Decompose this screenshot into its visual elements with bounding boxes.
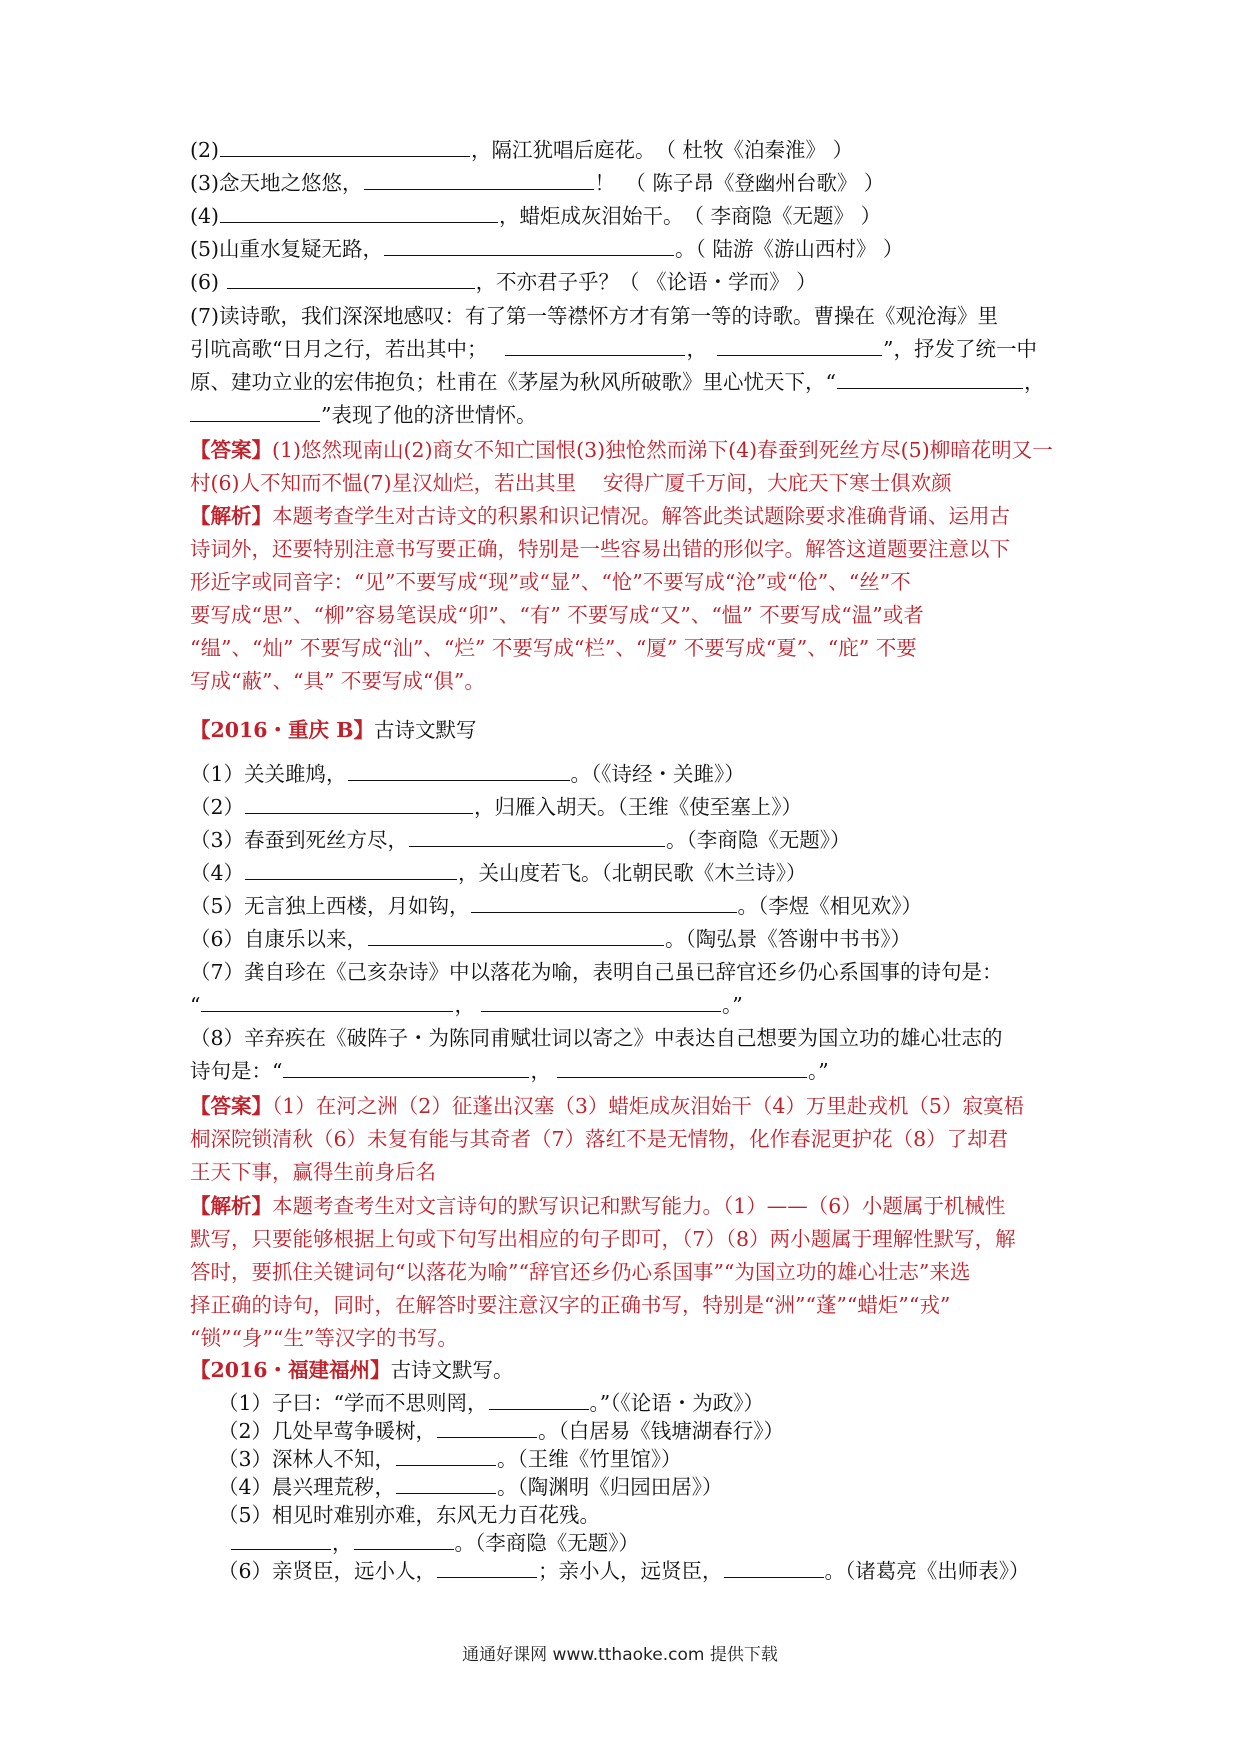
s2-analysis-3: 答时，要抓住关键词句“以落花为喻”“辞官还乡仍心系国事”“为国立功的雄心壮志”来选 <box>190 1260 971 1284</box>
s1-line-6: (6) ，不亦君子乎？（ 《论语・学而》 ） <box>190 270 817 294</box>
blank <box>190 403 320 422</box>
s3-q2: （2）几处早莺争暖树， 。（白居易《钱塘湖春行》） <box>218 1419 785 1443</box>
s3-heading: 【2016・福建福州】古诗文默写。 <box>190 1358 514 1382</box>
s1-line-7d: ”表现了他的济世情怀。 <box>190 401 536 429</box>
blank <box>489 1391 589 1410</box>
blank <box>245 861 457 880</box>
blank <box>220 138 470 157</box>
s2-q7-text: （7）龚自珍在《己亥杂诗》中以落花为喻，表明自己虽已辞官还乡仍心系国事的诗句是： <box>190 960 1003 984</box>
page-footer: 通通好课网 www.tthaoke.com 提供下载 <box>462 1645 778 1665</box>
blank <box>505 337 685 356</box>
blank <box>220 204 498 223</box>
blank <box>409 828 665 847</box>
s2-analysis-4: 择正确的诗句，同时，在解答时要注意汉字的正确书写，特别是“洲”“蓬”“蜡炬”“戎” <box>190 1293 951 1317</box>
s2-answer-2: 桐深院锁清秋（6）未复有能与其奇者（7）落红不是无情物，化作春泥更护花（8）了却君 <box>190 1127 1009 1151</box>
blank <box>348 762 570 781</box>
blank <box>245 795 473 814</box>
s2-q5: （5）无言独上西楼，月如钩， 。（李煜《相见欢》） <box>190 894 923 918</box>
s3-q5: （5）相见时难别亦难，东风无力百花残。 <box>218 1503 601 1527</box>
s1-line-7c: 原、建功立业的宏伟抱负；杜甫在《茅屋为秋风所破歌》里心忧天下，“ ， <box>190 370 1045 394</box>
s1-line-4: (4) ，蜡炬成灰泪始干。 （ 李商隐《无题》 ） <box>190 204 882 228</box>
s2-q3: （3）春蚕到死丝方尽， 。（李商隐《无题》） <box>190 828 851 852</box>
blank <box>396 1475 496 1494</box>
s1-line-7b: 引吭高歌“日月之行，若出其中； ， ”，抒发了统一中 <box>190 337 1037 361</box>
s2-answer-1: 【答案】（1）在河之洲（2）征蓬出汉塞（3）蜡炬成灰泪始干（4）万里赴戎机（5）寂寞梧 <box>190 1094 1024 1118</box>
s1-line-2: (2) ，隔江犹唱后庭花。 （ 杜牧《泊秦淮》 ） <box>190 138 854 162</box>
s2-q1: （1）关关雎鸠， 。（《诗经・关雎》） <box>190 762 745 786</box>
s1-analysis-3: 形近字或同音字：“见”不要写成“现”或“显”、“怆”不要写成“沧”或“伧”、“丝”不 <box>190 570 911 594</box>
s3-q3: （3）深林人不知， 。（王维《竹里馆》） <box>218 1447 682 1471</box>
blank <box>437 1419 537 1438</box>
blank <box>437 1559 537 1578</box>
s2-q4: （4） ，关山度若飞。（北朝民歌《木兰诗》） <box>190 861 807 885</box>
blank <box>364 171 594 190</box>
s1-answer-1: 【答案】(1)悠然现南山(2)商女不知亡国恨(3)独怆然而涕下(4)春蚕到死丝方尽(5)柳暗花明又一 <box>190 438 1053 462</box>
blank <box>471 894 737 913</box>
s1-analysis-4: 要写成“思”、“柳”容易笔误成“卯”、“有” 不要写成“又”、“愠” 不要写成“温”或者 <box>190 603 924 627</box>
blank <box>201 993 453 1012</box>
s1-analysis-1: 【解析】本题考查学生对古诗文的积累和识记情况。解答此类试题除要求准确背诵、运用古 <box>190 504 1010 528</box>
blank <box>396 1447 496 1466</box>
s3-q6: （6）亲贤臣，远小人， ；亲小人，远贤臣， 。（诸葛亮《出师表》） <box>218 1559 1030 1583</box>
blank <box>481 993 721 1012</box>
s1-line-5: (5)山重水复疑无路， 。（ 陆游《游山西村》 ） <box>190 237 904 261</box>
blank <box>227 270 475 289</box>
s1-analysis-5: “缊”、“灿” 不要写成“汕”、“烂” 不要写成“栏”、“厦” 不要写成“夏”、“庇” 不要 <box>190 636 917 660</box>
blank <box>717 337 882 356</box>
s1-line-3: (3)念天地之悠悠， ！ （ 陈子昂《登幽州台歌》 ） <box>190 171 885 195</box>
blank <box>724 1559 824 1578</box>
s1-line-7a: (7)读诗歌，我们深深地感叹：有了第一等襟怀方才有第一等的诗歌。曹操在《观沧海》里 <box>190 304 999 328</box>
s3-q1: （1）子曰：“学而不思则罔， 。”（《论语・为政》） <box>218 1391 765 1415</box>
s2-analysis-5: “锁”“身”“生”等汉字的书写。 <box>190 1326 458 1350</box>
s2-q2: （2） ，归雁入胡天。（王维《使至塞上》） <box>190 795 803 819</box>
blank <box>384 237 674 256</box>
s3-q4: （4）晨兴理荒秽， 。（陶渊明《归园田居》） <box>218 1475 723 1499</box>
s1-analysis-2: 诗词外，还要特别注意书写要正确，特别是一些容易出错的形似字。解答这道题要注意以下 <box>190 537 1010 561</box>
blank <box>354 1531 454 1550</box>
s2-heading: 【2016・重庆 B】古诗文默写 <box>190 718 477 742</box>
s1-answer-2: 村(6)人不知而不愠(7)星汉灿烂，若出其里 安得广厦千万间，大庇天下寒士俱欢颜 <box>190 471 952 495</box>
s3-q5-blanks: ， 。（李商隐《无题》） <box>230 1529 639 1557</box>
s2-q7-blanks: “ ， 。” <box>190 993 743 1017</box>
blank <box>557 1059 807 1078</box>
s2-q8-blanks: 诗句是：“ ， 。” <box>190 1059 829 1083</box>
s2-q8-text: （8）辛弃疾在《破阵子・为陈同甫赋壮词以寄之》中表达自己想要为国立功的雄心壮志的 <box>190 1026 1003 1050</box>
s2-q6: （6）自康乐以来， 。（陶弘景《答谢中书书》） <box>190 927 912 951</box>
blank <box>283 1059 529 1078</box>
s2-analysis-2: 默写，只要能够根据上句或下句写出相应的句子即可，（7）（8）两小题属于理解性默写，解 <box>190 1227 1016 1251</box>
s2-analysis-1: 【解析】本题考查考生对文言诗句的默写识记和默写能力。（1）——（6）小题属于机械性 <box>190 1194 1006 1218</box>
s2-answer-3: 王天下事，赢得生前身后名 <box>190 1160 436 1184</box>
blank <box>231 1531 331 1550</box>
blank <box>368 927 664 946</box>
s1-analysis-6: 写成“蔽”、“具” 不要写成“俱”。 <box>190 669 485 693</box>
blank <box>837 370 1023 389</box>
